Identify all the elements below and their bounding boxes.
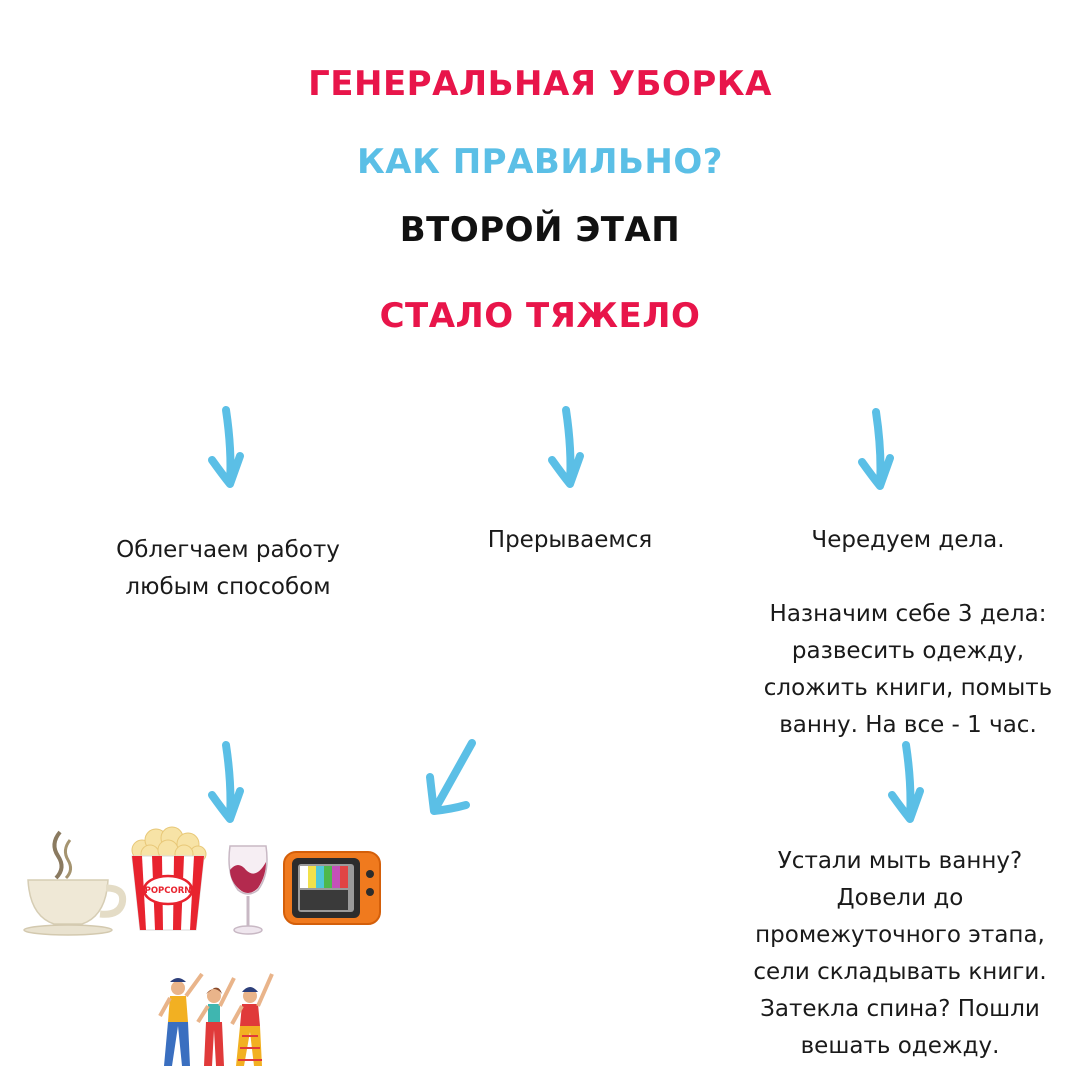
- left-line-1: Облегчаем работу: [116, 537, 340, 563]
- middle-column-text: [440, 522, 700, 559]
- right-line-4: развесить одежду,: [791, 638, 1025, 664]
- bottom-line-5: Затекла спина? Пошли: [760, 996, 1040, 1022]
- coffee-cup-icon: [22, 826, 134, 938]
- wine-glass-icon: [222, 840, 274, 938]
- arrow-diagonal-icon: [420, 735, 490, 820]
- state-title: СТАЛО ТЯЖЕЛО: [379, 296, 701, 336]
- bottom-line-3: промежуточного этапа,: [755, 922, 1045, 948]
- right-line-2: [740, 559, 1076, 596]
- right-line-6: ванну. На все - 1 час.: [779, 712, 1037, 738]
- arrow-down-middle-icon: [540, 400, 600, 495]
- page-subtitle: КАК ПРАВИЛЬНО?: [356, 142, 724, 182]
- bottom-line-4: сели складывать книги.: [753, 959, 1047, 985]
- popcorn-icon: [128, 826, 208, 934]
- arrow-down-left-icon: [200, 400, 260, 495]
- bottom-right-text: [720, 843, 1080, 1065]
- retro-tv-icon: [282, 848, 382, 928]
- page-title: ГЕНЕРАЛЬНАЯ УБОРКА: [308, 64, 772, 104]
- right-column-text: [740, 522, 1076, 744]
- dancing-people-icon: [150, 966, 280, 1070]
- left-line-2: любым способом: [125, 574, 331, 600]
- popcorn-label: POPCORN: [144, 886, 192, 896]
- bottom-line-2: Довели до: [836, 885, 964, 911]
- bottom-line-6: вешать одежду.: [800, 1033, 1000, 1059]
- right-line-1: Чередуем дела.: [811, 527, 1005, 553]
- arrow-down-lower-left-icon: [200, 735, 260, 830]
- right-line-3: Назначим себе 3 дела:: [769, 601, 1047, 627]
- right-line-5: сложить книги, помыть: [763, 675, 1053, 701]
- stage-title: ВТОРОЙ ЭТАП: [399, 210, 681, 250]
- arrow-down-lower-right-icon: [880, 735, 940, 830]
- arrow-down-right-icon: [850, 402, 910, 497]
- bottom-line-1: Устали мыть ванну?: [777, 848, 1023, 874]
- left-column-text: [78, 532, 378, 606]
- middle-line-1: Прерываемся: [487, 527, 653, 553]
